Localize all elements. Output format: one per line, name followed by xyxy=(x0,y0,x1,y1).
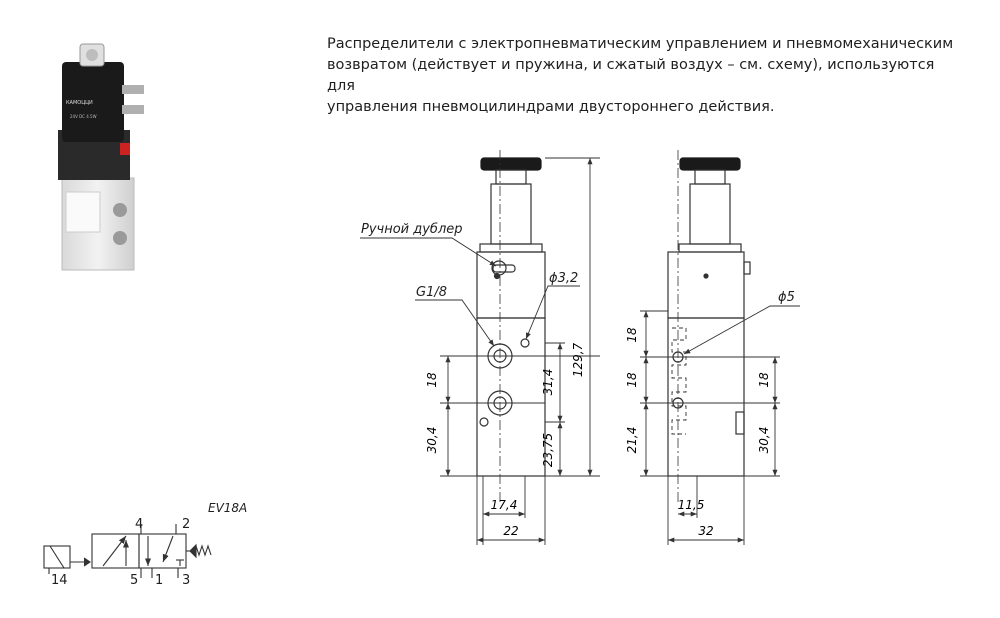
pneumatic-symbol xyxy=(44,524,211,578)
port-hole xyxy=(113,231,127,245)
side-dot xyxy=(704,274,708,278)
manual-override-dot xyxy=(495,274,500,279)
dim-label-30-4: 30,4 xyxy=(425,426,439,454)
nut-center xyxy=(86,49,98,61)
symbol-port-5: 5 xyxy=(130,573,139,588)
side-view xyxy=(668,150,750,505)
dia-small-label: ϕ3,2 xyxy=(549,271,579,286)
side-dimensions xyxy=(640,306,800,545)
dim-label-129-7: 129,7 xyxy=(571,342,585,378)
connector-pin xyxy=(122,85,144,94)
leader-d3-2 xyxy=(526,286,580,339)
dim-label-17-4: 17,4 xyxy=(490,498,518,512)
front-actuator xyxy=(477,252,545,318)
valve-square-right xyxy=(139,534,186,568)
description-line-1: Распределители с электропневматическим управлением и пневмомеханическим xyxy=(327,36,954,52)
leader-g18 xyxy=(415,300,494,346)
mount-hole-bottom xyxy=(480,418,488,426)
dim-side-label-18b: 18 xyxy=(625,372,639,388)
front-solenoid-tube xyxy=(491,184,531,244)
indicator-light xyxy=(120,143,130,155)
flow-arrow xyxy=(103,536,126,566)
symbol-port-14: 14 xyxy=(51,573,68,588)
front-view xyxy=(477,150,545,505)
solenoid-diagonal xyxy=(50,546,64,568)
dim-label-22: 22 xyxy=(503,524,519,538)
spring-icon xyxy=(196,546,211,555)
hidden-channels xyxy=(672,328,686,434)
pilot-triangle xyxy=(84,558,90,566)
dim-side-label-30-4: 30,4 xyxy=(757,426,771,454)
dia-side-label: ϕ5 xyxy=(778,290,795,305)
side-pilot-cap xyxy=(736,412,744,434)
port-thread-label: G1/8 xyxy=(416,285,447,300)
dim-label-18: 18 xyxy=(425,372,439,388)
manual-override-label: Ручной дублер xyxy=(361,222,463,237)
description-line-3: управления пневмоцилиндрами двустороннего действия. xyxy=(327,99,775,115)
side-stem-top xyxy=(695,170,725,184)
photo-brand: КАМОЦЦИ xyxy=(66,100,93,106)
dim-label-23-75: 23,75 xyxy=(541,432,555,468)
manual-override-slot xyxy=(493,265,515,272)
photo-coil-text: 24V DC 4.5W xyxy=(70,114,97,119)
description-line-2: возвратом (действует и пружина, и сжатый воздух – см. схему), используются для xyxy=(327,57,935,94)
mount-hole-top xyxy=(521,339,529,347)
flow-arrow xyxy=(163,536,173,562)
dim-side-label-18c: 18 xyxy=(757,372,771,388)
side-knob xyxy=(680,158,740,170)
connector-pin xyxy=(122,105,144,114)
leader-manual-override xyxy=(360,238,496,266)
symbol-port-1: 1 xyxy=(155,573,164,588)
front-dimensions xyxy=(360,158,600,545)
dim-label-31-4: 31,4 xyxy=(541,368,555,396)
return-triangle xyxy=(190,545,196,557)
front-stem-top xyxy=(496,170,526,184)
side-actuator xyxy=(668,252,744,318)
dim-side-label-21-4: 21,4 xyxy=(625,426,639,454)
manual-override-circle xyxy=(492,261,506,275)
dim-side-label-18a: 18 xyxy=(625,327,639,343)
symbol-port-2: 2 xyxy=(182,517,191,532)
front-knob xyxy=(481,158,541,170)
product-photo xyxy=(58,44,144,270)
side-solenoid-tube xyxy=(690,184,730,244)
side-knob-small xyxy=(744,262,750,274)
leader-d5 xyxy=(684,306,800,354)
symbol-port-4: 4 xyxy=(135,517,144,532)
dim-side-label-11-5: 11,5 xyxy=(677,498,705,512)
symbol-model-label: EV18A xyxy=(208,501,248,515)
front-collar xyxy=(480,244,542,252)
side-collar xyxy=(679,244,741,252)
port-hole xyxy=(113,203,127,217)
valve-square-left xyxy=(92,534,139,568)
valve-label xyxy=(66,192,100,232)
dim-side-label-32: 32 xyxy=(698,524,714,538)
symbol-port-3: 3 xyxy=(182,573,191,588)
